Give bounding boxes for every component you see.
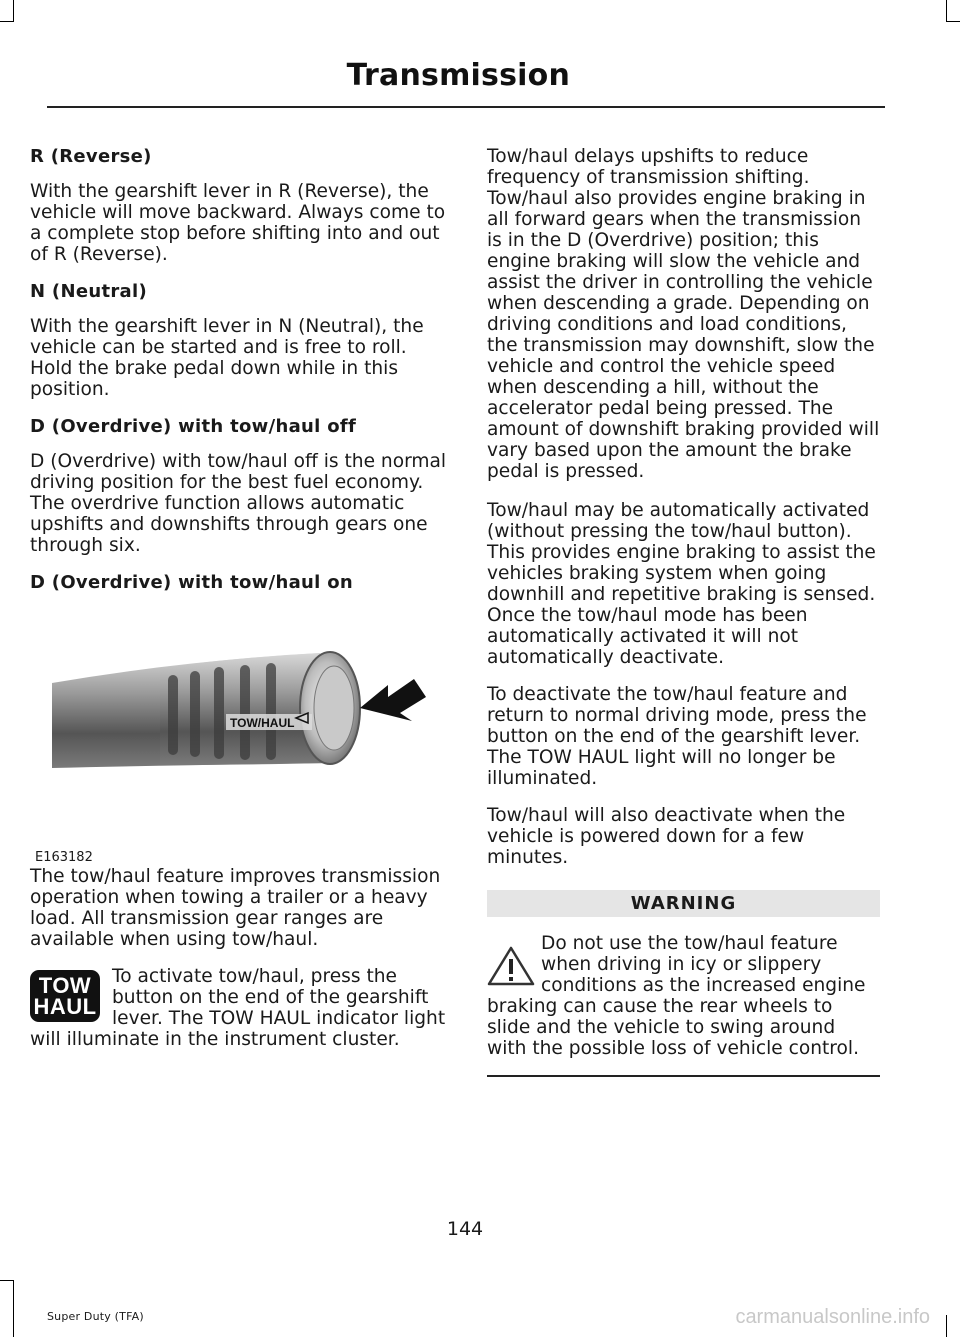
gearshift-lever-figure — [30, 613, 450, 848]
warning-heading: WARNING — [487, 890, 880, 917]
neutral-paragraph: With the gearshift lever in N (Neutral), the vehicle can be started and is free to roll. Hold the brake pedal down while in this position. — [30, 316, 424, 400]
auto-activate-paragraph: Tow/haul may be automatically activated (without pressing the tow/haul button). This provides engine braking to assist the vehicles braking system when going downhill and repetitive braking is sensed. Once the tow/haul mode has been automatically activated it will not automatically deactivate. — [487, 500, 876, 668]
warning-divider — [487, 1075, 880, 1077]
right-column — [487, 146, 880, 1077]
crop-mark — [13, 1280, 14, 1337]
overdrive-on-heading: D (Overdrive) with tow/haul on — [30, 572, 353, 593]
page-title: Transmission — [346, 58, 570, 93]
footer-text: Super Duty (TFA) — [47, 1310, 144, 1323]
left-column — [30, 146, 450, 1066]
lever-label: TOW/HAUL — [230, 716, 295, 730]
deactivate-paragraph: To deactivate the tow/haul feature and return to normal driving mode, press the button on the end of the gearshift lever. The TOW HAUL light will no longer be illuminated. — [487, 684, 867, 789]
overdrive-off-heading: D (Overdrive) with tow/haul off — [30, 416, 357, 437]
gearshift-lever-illustration — [30, 613, 450, 848]
crop-mark — [946, 21, 960, 22]
reverse-paragraph: With the gearshift lever in R (Reverse), the vehicle will move backward. Always come to a complete stop before shifting into and out of R (Reverse). — [30, 181, 446, 265]
crop-mark — [0, 1280, 14, 1281]
reverse-heading: R (Reverse) — [30, 146, 152, 167]
warning-box — [487, 933, 880, 1059]
warning-text: Do not use the tow/haul feature when driving in icy or slippery conditions as the increased engine braking can cause the rear wheels to slide and the vehicle to swing around with the possible loss of vehicle control. — [487, 933, 866, 1059]
page-number: 144 — [446, 1218, 484, 1240]
arrow-icon — [360, 679, 426, 721]
improves-paragraph: The tow/haul feature improves transmission operation when towing a trailer or a heavy load. All transmission gear ranges are available when using tow/haul. — [30, 866, 441, 950]
crop-mark — [946, 1315, 947, 1337]
header-divider — [47, 106, 885, 108]
crop-mark — [0, 21, 14, 22]
tow-haul-icon: TOW HAUL — [30, 970, 100, 1022]
warning-triangle-icon — [487, 945, 535, 987]
powered-down-paragraph: Tow/haul will also deactivate when the vehicle is powered down for a few minutes. — [487, 805, 846, 868]
crop-mark — [946, 0, 947, 22]
watermark: carmanualsonline.info — [735, 1306, 930, 1328]
overdrive-off-paragraph: D (Overdrive) with tow/haul off is the normal driving position for the best fuel economy. The overdrive function allows automatic upshifts and downshifts through gears one through six. — [30, 451, 447, 556]
figure-code: E163182 — [35, 850, 93, 865]
delays-paragraph: Tow/haul delays upshifts to reduce frequency of transmission shifting. Tow/haul also provides engine braking in all forward gears when the transmission is in the D (Overdrive) position; this engine braking will slow the vehicle and assist the driver in controlling the vehicle when descending a grade. Depending on driving conditions and load conditions, the transmission may downshift, slow the vehicle and control the vehicle speed when descending a hill, without the accelerator pedal being pressed. The amount of downshift braking provided will vary based upon the amount the brake pedal is pressed. — [487, 146, 880, 482]
activate-paragraph: TOW HAUL To activate tow/haul, press the button on the end of the gearshift lever. The TOW HAUL indicator light will illuminate in the instrument cluster. — [30, 966, 446, 1050]
crop-mark — [13, 0, 14, 22]
neutral-heading: N (Neutral) — [30, 281, 147, 302]
